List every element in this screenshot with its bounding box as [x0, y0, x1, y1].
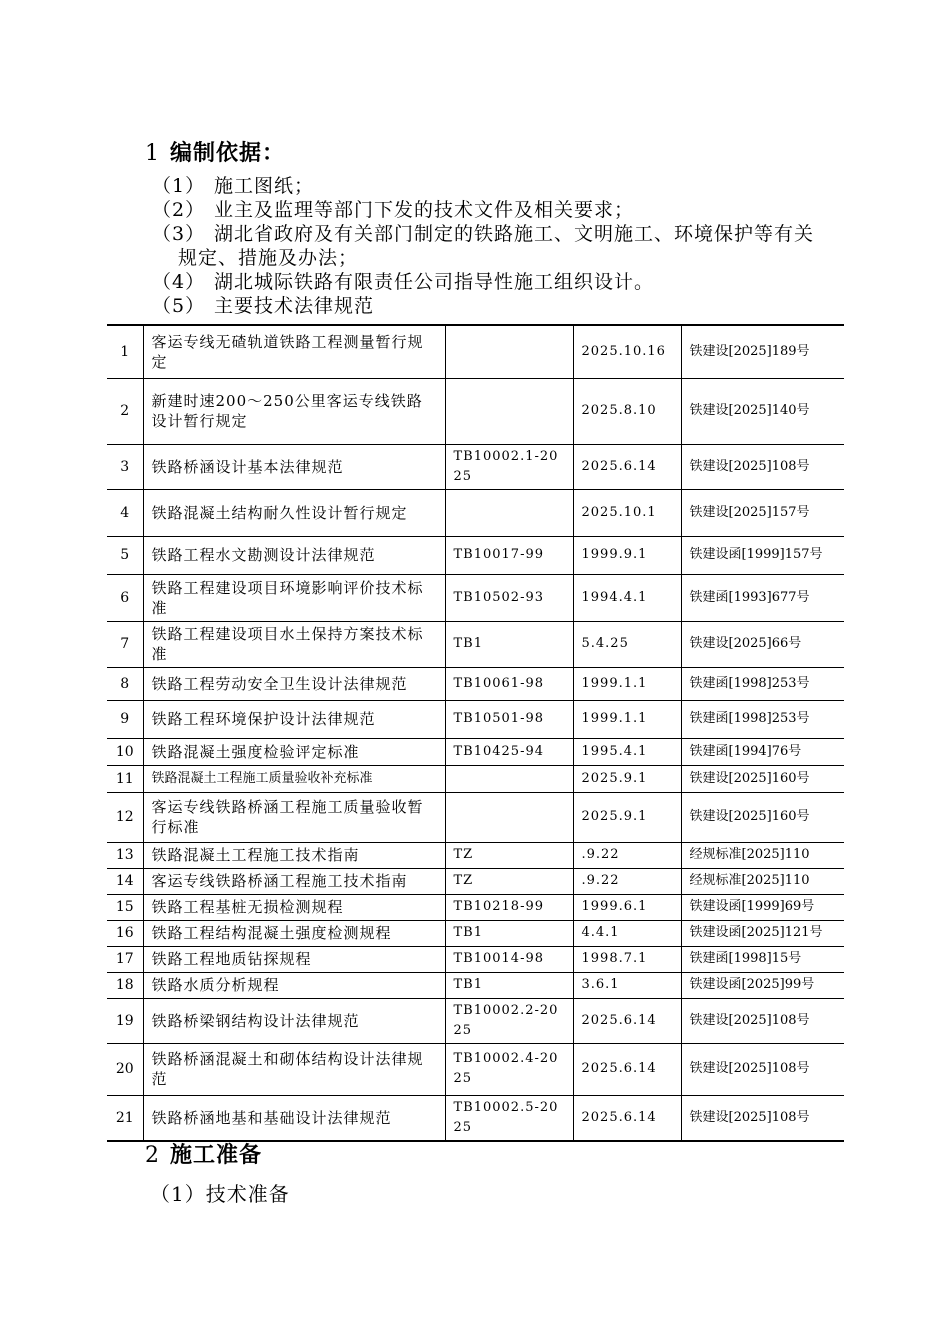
regulation-name: 客运专线铁路桥涵工程施工质量验收暂行标准: [143, 792, 445, 842]
regulation-name: 铁路工程建设项目环境影响评价技术标准: [143, 574, 445, 621]
table-row: [107, 1043, 844, 1095]
table-row: [107, 574, 844, 621]
regulation-date: 5.4.25: [573, 621, 681, 667]
section-2-number: 2: [145, 1143, 160, 1168]
regulation-date: .9.22: [573, 842, 681, 868]
table-row: [107, 667, 844, 700]
regulation-name: 铁路混凝土结构耐久性设计暂行规定: [143, 489, 445, 536]
regulation-code: TB10002.2-2025: [445, 998, 573, 1043]
regulation-name: 客运专线无碴轨道铁路工程测量暂行规定: [143, 325, 445, 378]
table-row: [107, 378, 844, 444]
regulation-doc: 铁建设函[2025]121号: [681, 920, 844, 946]
regulation-date: 1994.4.1: [573, 574, 681, 621]
regulation-doc: 铁建设[2025]66号: [681, 621, 844, 667]
basis-item: [152, 270, 832, 294]
regulation-name: 铁路工程劳动安全卫生设计法律规范: [143, 667, 445, 700]
basis-item-text: 湖北城际铁路有限责任公司指导性施工组织设计。: [214, 271, 655, 293]
table-row: [107, 894, 844, 920]
regulation-doc: 铁建设[2025]140号: [681, 378, 844, 444]
row-number: 19: [107, 998, 143, 1043]
regulation-doc: 铁建函[1998]253号: [681, 700, 844, 738]
regulation-doc: 铁建函[1998]15号: [681, 946, 844, 972]
regulation-doc: 铁建函[1993]677号: [681, 574, 844, 621]
regulation-code: TZ: [445, 868, 573, 894]
regulation-doc: 经规标准[2025]110: [681, 842, 844, 868]
table-row: [107, 621, 844, 667]
regulation-doc: 铁建设[2025]108号: [681, 444, 844, 489]
regulation-code: TB10501-98: [445, 700, 573, 738]
regulation-name: 铁路混凝土工程施工技术指南: [143, 842, 445, 868]
regulation-date: 2025.9.1: [573, 792, 681, 842]
row-number: 8: [107, 667, 143, 700]
row-number: 11: [107, 765, 143, 792]
basis-item-text: 湖北省政府及有关部门制定的铁路施工、文明施工、环境保护等有关规定、措施及办法；: [178, 223, 815, 269]
row-number: 20: [107, 1043, 143, 1095]
section-2-heading: [145, 1138, 262, 1169]
section-2-title: 施工准备: [170, 1142, 263, 1168]
regulation-name: 铁路工程结构混凝土强度检测规程: [143, 920, 445, 946]
regulation-doc: 铁建设函[2025]99号: [681, 972, 844, 998]
row-number: 15: [107, 894, 143, 920]
regulation-date: 2025.10.16: [573, 325, 681, 378]
regulation-date: 1999.1.1: [573, 700, 681, 738]
basis-list: [152, 174, 832, 318]
regulation-name: 铁路工程环境保护设计法律规范: [143, 700, 445, 738]
regulation-code: [445, 325, 573, 378]
regulation-date: 1995.4.1: [573, 738, 681, 765]
basis-item-marker: （3）: [152, 223, 206, 245]
row-number: 4: [107, 489, 143, 536]
table-row: [107, 765, 844, 792]
table-row: [107, 536, 844, 574]
regulation-doc: 铁建设函[1999]69号: [681, 894, 844, 920]
regulation-code: [445, 765, 573, 792]
regulation-code: [445, 792, 573, 842]
regulation-code: TB1: [445, 920, 573, 946]
regulation-name: 铁路混凝土强度检验评定标准: [143, 738, 445, 765]
basis-item-marker: （5）: [152, 295, 206, 317]
regulation-code: TB10017-99: [445, 536, 573, 574]
regulation-date: 2025.6.14: [573, 1043, 681, 1095]
table-row: [107, 972, 844, 998]
regulation-code: TB1: [445, 972, 573, 998]
section-1-title: 编制依据：: [170, 140, 286, 166]
regulation-date: 2025.8.10: [573, 378, 681, 444]
regulation-date: 1999.1.1: [573, 667, 681, 700]
regulation-date: 2025.6.14: [573, 444, 681, 489]
basis-item-text: 业主及监理等部门下发的技术文件及相关要求；: [214, 199, 635, 221]
regulation-doc: 铁建设[2025]160号: [681, 792, 844, 842]
section-1-heading: [145, 136, 285, 167]
basis-item-marker: （4）: [152, 271, 206, 293]
row-number: 18: [107, 972, 143, 998]
regulation-name: 铁路工程建设项目水土保持方案技术标准: [143, 621, 445, 667]
table-row: [107, 998, 844, 1043]
table-row: [107, 738, 844, 765]
basis-item-text: 施工图纸；: [214, 175, 315, 197]
regulation-date: 3.6.1: [573, 972, 681, 998]
regulation-code: TB10002.4-2025: [445, 1043, 573, 1095]
regulation-doc: 铁建设函[1999]157号: [681, 536, 844, 574]
table-row: [107, 444, 844, 489]
row-number: 9: [107, 700, 143, 738]
subsection-heading: （1）技术准备: [150, 1182, 290, 1206]
regulation-date: 1999.6.1: [573, 894, 681, 920]
regulation-code: TB10014-98: [445, 946, 573, 972]
table-row: [107, 489, 844, 536]
row-number: 13: [107, 842, 143, 868]
row-number: 14: [107, 868, 143, 894]
row-number: 17: [107, 946, 143, 972]
row-number: 16: [107, 920, 143, 946]
row-number: 6: [107, 574, 143, 621]
regulation-code: TB10502-93: [445, 574, 573, 621]
regulation-date: 2025.6.14: [573, 1095, 681, 1141]
regulation-code: [445, 378, 573, 444]
regulation-doc: 铁建设[2025]160号: [681, 765, 844, 792]
basis-item-marker: （2）: [152, 199, 206, 221]
table-row: [107, 325, 844, 378]
regulation-doc: 铁建设[2025]157号: [681, 489, 844, 536]
table-row: [107, 792, 844, 842]
table-row: [107, 946, 844, 972]
section-1-number: 1: [145, 141, 160, 166]
regulation-date: .9.22: [573, 868, 681, 894]
regulation-name: 铁路工程基桩无损检测规程: [143, 894, 445, 920]
regulation-code: TB10061-98: [445, 667, 573, 700]
row-number: 10: [107, 738, 143, 765]
regulation-code: TB1: [445, 621, 573, 667]
row-number: 21: [107, 1095, 143, 1141]
regulation-name: 铁路桥涵地基和基础设计法律规范: [143, 1095, 445, 1141]
regulation-name: 铁路工程水文勘测设计法律规范: [143, 536, 445, 574]
row-number: 12: [107, 792, 143, 842]
table-row: [107, 842, 844, 868]
regulation-doc: 铁建设[2025]108号: [681, 998, 844, 1043]
regulation-code: TB10425-94: [445, 738, 573, 765]
regulation-doc: 铁建函[1998]253号: [681, 667, 844, 700]
row-number: 5: [107, 536, 143, 574]
regulation-doc: 铁建设[2025]108号: [681, 1043, 844, 1095]
row-number: 1: [107, 325, 143, 378]
row-number: 7: [107, 621, 143, 667]
regulation-name: 铁路水质分析规程: [143, 972, 445, 998]
regulation-code: [445, 489, 573, 536]
table-row: [107, 868, 844, 894]
regulation-name: 铁路桥涵设计基本法律规范: [143, 444, 445, 489]
regulation-doc: 铁建设[2025]108号: [681, 1095, 844, 1141]
regulation-code: TB10218-99: [445, 894, 573, 920]
regulation-doc: 铁建函[1994]76号: [681, 738, 844, 765]
regulation-doc: 铁建设[2025]189号: [681, 325, 844, 378]
regulation-code: TB10002.1-2025: [445, 444, 573, 489]
basis-item: [152, 198, 832, 222]
regulation-doc: 经规标准[2025]110: [681, 868, 844, 894]
table-row: [107, 1095, 844, 1141]
regulation-name: 新建时速200～250公里客运专线铁路设计暂行规定: [143, 378, 445, 444]
basis-item-text: 主要技术法律规范: [214, 295, 375, 317]
regulation-name: 客运专线铁路桥涵工程施工技术指南: [143, 868, 445, 894]
regulation-date: 2025.9.1: [573, 765, 681, 792]
regulation-date: 4.4.1: [573, 920, 681, 946]
regulation-name: 铁路桥梁钢结构设计法律规范: [143, 998, 445, 1043]
basis-item: [152, 222, 832, 270]
regulation-code: TB10002.5-2025: [445, 1095, 573, 1141]
regulation-name: 铁路工程地质钻探规程: [143, 946, 445, 972]
regulation-code: TZ: [445, 842, 573, 868]
row-number: 2: [107, 378, 143, 444]
regulation-name: 铁路桥涵混凝土和砌体结构设计法律规范: [143, 1043, 445, 1095]
regulation-date: 1999.9.1: [573, 536, 681, 574]
table-row: [107, 920, 844, 946]
basis-item: [152, 294, 832, 318]
basis-item-marker: （1）: [152, 175, 206, 197]
regulations-table: [107, 324, 844, 1142]
basis-item: [152, 174, 832, 198]
row-number: 3: [107, 444, 143, 489]
table-row: [107, 700, 844, 738]
regulation-date: 2025.6.14: [573, 998, 681, 1043]
regulation-date: 2025.10.1: [573, 489, 681, 536]
regulation-date: 1998.7.1: [573, 946, 681, 972]
regulation-name: 铁路混凝土工程施工质量验收补充标准: [143, 765, 445, 792]
